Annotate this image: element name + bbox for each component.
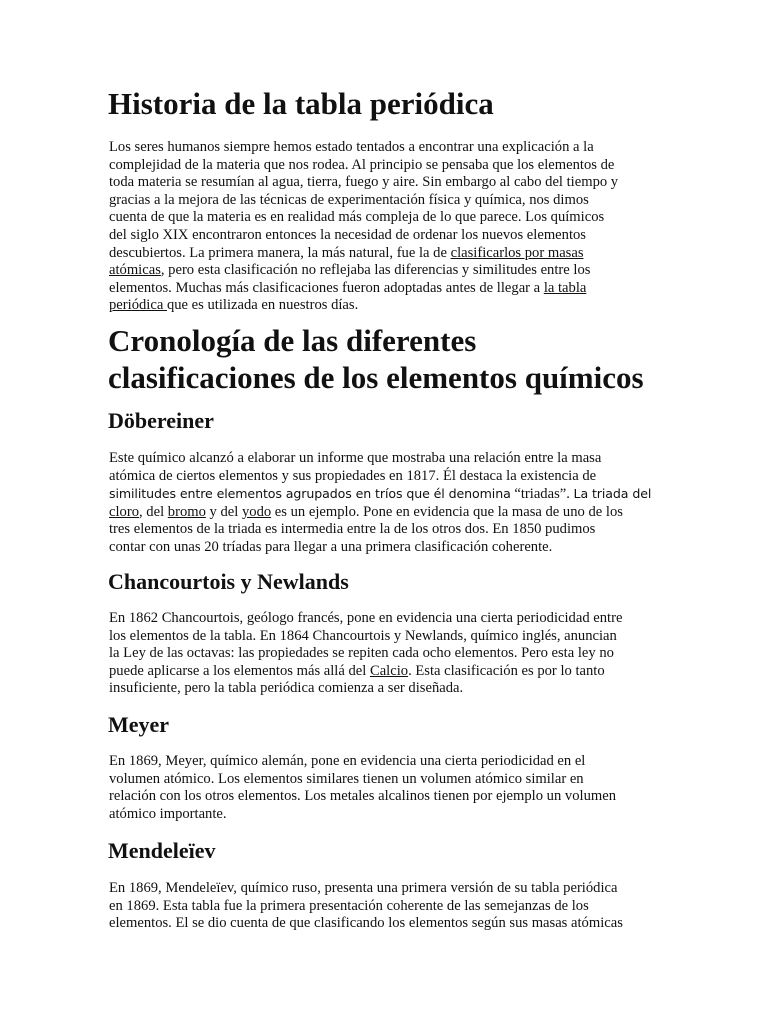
text-line: los elementos de la tabla. En 1864 Chancourtois y Newlands, químico inglés, anuncian [109, 627, 617, 644]
link-clasificarlos-por-masas[interactable]: clasificarlos por masas [450, 244, 584, 261]
text-line: insuficiente, pero la tabla periódica comienza a ser diseñada. [109, 680, 464, 697]
text-fragment: descubiertos. La primera manera, la más natural, fue la de [109, 244, 451, 261]
text-fragment: . Esta clasificación es por lo tanto [408, 662, 605, 679]
link-la-tabla[interactable]: la tabla [543, 279, 587, 296]
text-line [109, 245, 618, 263]
text-line: del siglo XIX encontraron entonces la necesidad de ordenar los nuevos elementos [109, 226, 586, 243]
text-line: elementos. El se dio cuenta de que clasificando los elementos según sus masas atómicas [109, 915, 623, 932]
text-line [109, 504, 651, 522]
text-fragment: similitudes entre elementos agrupados en tríos que él denomina [109, 486, 511, 502]
dobereiner-paragraph [109, 450, 651, 557]
text-line [109, 262, 618, 280]
text-line: relación con los otros elementos. Los metales alcalinos tienen por ejemplo un volumen [109, 788, 616, 805]
text-line: atómico importante. [109, 805, 227, 822]
page-title: Historia de la tabla periódica [108, 86, 494, 121]
link-calcio[interactable]: Calcio [369, 662, 409, 679]
text-fragment: La triada del [573, 486, 652, 502]
section-title-line: clasificaciones de los elementos químicos [108, 360, 644, 395]
text-fragment: es un ejemplo. Pone en evidencia que la masa de uno de los [271, 503, 623, 520]
text-line [109, 280, 618, 298]
text-line: contar con unas 20 tríadas para llegar a una primera clasificación coherente. [109, 538, 553, 555]
text-line: gracias a la mejora de las técnicas de experimentación física y química, nos dimos [109, 191, 589, 208]
text-fragment: elementos. Muchas más clasificaciones fueron adoptadas antes de llegar a [109, 279, 544, 296]
link-periodica[interactable]: periódica [109, 297, 167, 314]
text-fragment: “triadas”. [510, 486, 574, 503]
heading-meyer: Meyer [108, 712, 170, 737]
link-atomicas[interactable]: atómicas [109, 262, 161, 279]
text-line: Este químico alcanzó a elaborar un informe que mostraba una relación entre la masa [109, 450, 602, 466]
heading-mendeleev: Mendeleïev [108, 838, 216, 863]
text-fragment: que es utilizada en nuestros días. [166, 297, 359, 314]
text-line: toda materia se resumían al agua, tierra, fuego y aire. Sin embargo al cabo del tiempo y [109, 174, 619, 191]
text-line: En 1869, Mendeleïev, químico ruso, presenta una primera versión de su tabla periódica [109, 880, 618, 896]
link-cloro[interactable]: cloro [109, 503, 139, 520]
text-line: complejidad de la materia que nos rodea. Al principio se pensaba que los elementos de [109, 156, 615, 173]
section-title-line: Cronología de las diferentes [108, 323, 477, 358]
text-line [109, 297, 618, 315]
link-yodo[interactable]: yodo [241, 503, 272, 520]
text-line [109, 663, 622, 681]
text-line: tres elementos de la triada es intermedia entre la de los otros dos. En 1850 pudimos [109, 521, 596, 538]
heading-chancourtois-newlands: Chancourtois y Newlands [108, 569, 349, 594]
text-line: en 1869. Esta tabla fue la primera presentación coherente de las semejanzas de los [109, 897, 589, 914]
text-fragment: y del [205, 503, 242, 520]
heading-dobereiner: Döbereiner [108, 408, 214, 433]
text-line: volumen atómico. Los elementos similares tienen un volumen atómico similar en [109, 770, 584, 787]
text-line: Los seres humanos siempre hemos estado tentados a encontrar una explicación a la [109, 139, 594, 155]
text-line: atómica de ciertos elementos y sus propiedades en 1817. Él destaca la existencia de [109, 467, 597, 484]
chancourtois-paragraph [109, 610, 622, 698]
text-line: En 1862 Chancourtois, geólogo francés, pone en evidencia una cierta periodicidad entre [109, 610, 623, 626]
text-line: cuenta de que la materia es en realidad más compleja de lo que parece. Los químicos [109, 209, 605, 226]
text-fragment: , del [139, 503, 168, 520]
section-title [108, 322, 688, 396]
text-line: la Ley de las octavas: las propiedades se repiten cada ocho elementos. Pero esta ley no [109, 645, 614, 662]
link-bromo[interactable]: bromo [167, 503, 206, 520]
text-fragment: puede aplicarse a los elementos más allá del [109, 662, 370, 679]
text-fragment: , pero esta clasificación no reflejaba las diferencias y similitudes entre los [160, 262, 591, 279]
mendeleev-paragraph [109, 880, 623, 933]
meyer-paragraph [109, 753, 616, 823]
intro-paragraph [109, 139, 618, 315]
text-line: En 1869, Meyer, químico alemán, pone en evidencia una cierta periodicidad en el [109, 753, 586, 769]
text-line [109, 485, 651, 504]
